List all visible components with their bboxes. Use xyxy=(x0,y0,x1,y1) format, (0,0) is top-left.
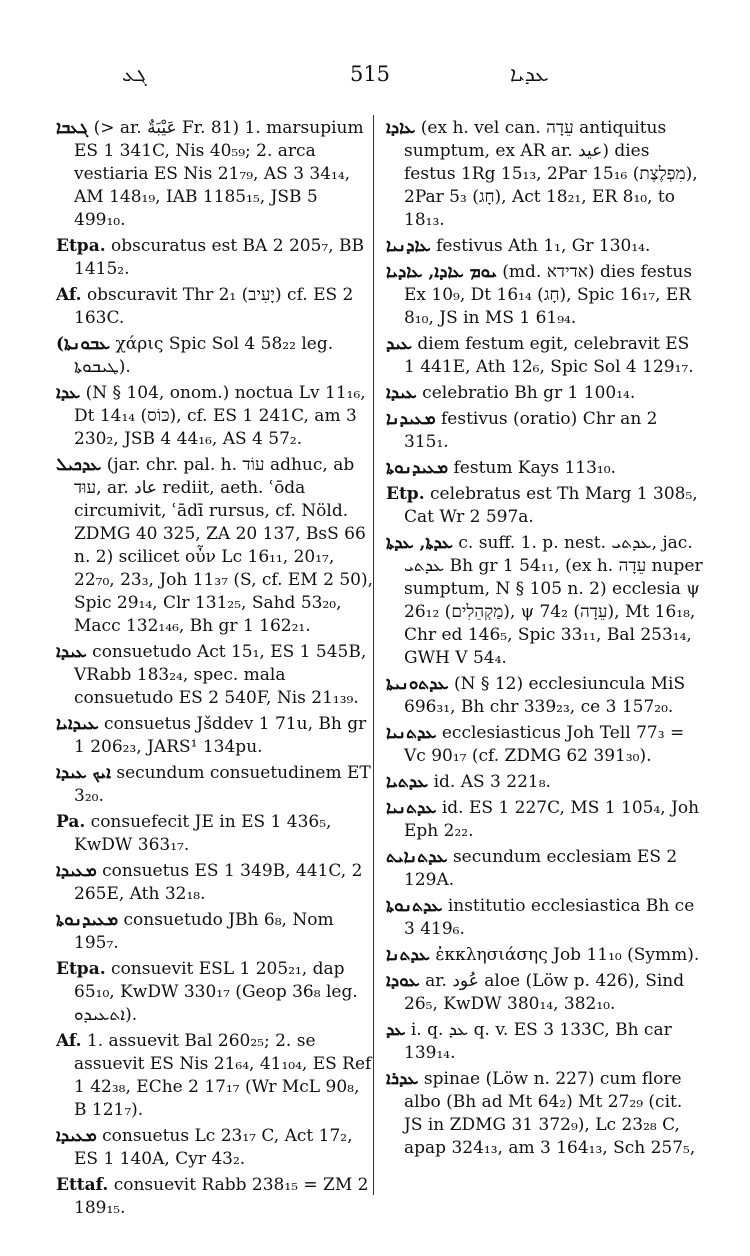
dictionary-entry xyxy=(56,454,374,638)
dictionary-entry xyxy=(386,970,704,1016)
entry-headword: ܥܕܐ xyxy=(56,383,81,403)
entry-definition: consuetudo Act 15₁, ES 1 545B, VRabb 183₂₄, spec. mala consuetudo ES 2 540F, Nis 21₁₃₉. xyxy=(74,642,367,708)
entry-headword: ܡܥܝܕܢܐ xyxy=(386,409,436,429)
dictionary-entry xyxy=(56,762,374,808)
dictionary-entry xyxy=(386,117,704,232)
entry-headword: ܥܕܪܐ xyxy=(386,1069,419,1089)
entry-headword: ܡܥܝܕܢܘܬܐ xyxy=(386,458,449,478)
entry-definition: 1. assuevit Bal 260₂₅; 2. se assuevit ES Nis 21₆₄, 41₁₀₄, ES Ref 1 42₃₈, EChe 2 17₁₇ (Wr McL 90₈, B 121₇). xyxy=(74,1031,372,1120)
dictionary-entry xyxy=(386,261,704,330)
dictionary-entry xyxy=(386,944,704,967)
dictionary-entry xyxy=(386,1019,704,1065)
entry-definition: festivus Ath 1₁, Gr 130₁₄. xyxy=(436,236,651,256)
dictionary-entry xyxy=(56,1174,374,1220)
entry-headword: Ettaf. xyxy=(56,1175,109,1195)
entry-headword: ܥܕܬܢܘܬܐ xyxy=(386,896,443,916)
entry-definition: festum Kays 113₁₀. xyxy=(453,458,616,478)
entry-definition: (jar. chr. pal. h. עוֹד adhuc, ab עוּד, ar. عاد rediit, aeth. ʿōda circumivit, ʿādī rursus, cf. Nöld. ZDMG 40 325, ZA 20 137, BsS 66 n. 2) scilicet οὖν Lc 16₁₁, 20₁₇, 22₇₀, 23₃, Joh 11₃₇ (S, cf. EM 2 50), Spic 29₁₄, Clr 131₂₅, Sahd 53₂₀, Macc 132₁₄₆, Bh gr 1 162₂₁. xyxy=(74,455,373,636)
dictionary-entry xyxy=(386,846,704,892)
left-column xyxy=(56,117,374,1223)
entry-definition: consuevit ESL 1 205₂₁, dap 65₁₀, KwDW 330₁₇ (Geop 36₈ leg. ܐܬܥܝܕܘ). xyxy=(74,959,358,1025)
entry-headword: Af. xyxy=(56,1031,82,1051)
entry-definition: c. suff. 1. p. nest. ܥܕܬܝ, jac. ܥܕܬܝ Bh gr 1 54₁₁, (ex h. עֵדָה nuper sumptum, N § 105 n. 2) ecclesia ψ 26₁₂ (מַקְהֵלִים), ψ 74₂ (עֵדָה), Mt 16₁₈, Chr ed 146₅, Spic 33₁₁, Bal 253₁₄, GWH V 54₄. xyxy=(404,533,703,668)
entry-headword: Etpa. xyxy=(56,236,106,256)
dictionary-entry xyxy=(386,333,704,379)
entry-definition: obscuratus est BA 2 205₇, BB 1415₂. xyxy=(74,236,364,279)
entry-definition: ἐκκλησιάσης Job 11₁₀ (Symm). xyxy=(435,945,700,965)
dictionary-entry xyxy=(386,408,704,454)
entry-definition: celebratus est Th Marg 1 308₅, Cat Wr 2 597a. xyxy=(404,484,698,527)
entry-headword: Etp. xyxy=(386,484,425,504)
entry-definition: χάρις Spic Sol 4 58₂₂ leg. ܛܝܒܘܬܐ). xyxy=(74,334,334,377)
entry-headword: ܡܥܝܕܐ xyxy=(56,1126,97,1146)
entry-definition: secundum ecclesiam ES 2 129A. xyxy=(404,847,678,890)
dictionary-entry xyxy=(386,722,704,768)
entry-definition: institutio ecclesiastica Bh ce 3 419₆. xyxy=(404,896,695,939)
dictionary-entry xyxy=(386,532,704,670)
dictionary-entry xyxy=(386,382,704,405)
dictionary-entry xyxy=(56,958,374,1027)
dictionary-entry xyxy=(56,382,374,451)
entry-headword: ܡܥܝܕܢܘܬܐ xyxy=(56,910,119,930)
entry-definition: consuevit Rabb 238₁₅ = ZM 2 189₁₅. xyxy=(74,1175,369,1218)
entry-headword: (ܥܒܘܢܬܐ xyxy=(56,334,111,354)
dictionary-entry xyxy=(56,235,374,281)
dictionary-entry xyxy=(386,673,704,719)
entry-definition: consuetus Lc 23₁₇ C, Act 17₂, ES 1 140A, Cyr 43₂. xyxy=(74,1126,353,1169)
entry-definition: consuetus ES 1 349B, 441C, 2 265E, Ath 32₁₈. xyxy=(74,861,363,904)
entry-headword: ܥܐܕܐ xyxy=(386,118,416,138)
entry-definition: festivus (oratio) Chr an 2 315₁. xyxy=(404,409,658,452)
dictionary-entry xyxy=(386,483,704,529)
entry-definition: consuefecit JE in ES 1 436₅, KwDW 363₁₇. xyxy=(74,812,332,855)
entry-definition: id. AS 3 221₈. xyxy=(433,772,551,792)
entry-headword: ܥܕܬܢܐ xyxy=(386,945,430,965)
entry-definition: diem festum egit, celebravit ES 1 441E, Ath 12₆, Spic Sol 4 129₁₇. xyxy=(404,334,694,377)
page-number: 515 xyxy=(349,62,391,86)
entry-headword: ܥܝܕ xyxy=(386,334,412,354)
dictionary-entry xyxy=(386,1068,704,1160)
dictionary-entry xyxy=(56,284,374,330)
entry-definition: (md. אדידא) dies festus Ex 10₉, Dt 16₁₄ (חָג), Spic 16₁₇, ER 8₁₀, JS in MS 1 61₉₄. xyxy=(404,262,693,328)
entry-headword: ܥܐܕܢܝܐ xyxy=(386,236,431,256)
entry-definition: i. q. ܥܕ q. v. ES 3 133C, Bh car 139₁₄. xyxy=(404,1020,672,1063)
entry-headword: ܝܘܡ ܥܐܕܐ, ܥܐܕܝܐ xyxy=(386,262,497,282)
dictionary-entry xyxy=(56,860,374,906)
dictionary-entry xyxy=(56,811,374,857)
entry-definition: (ex h. vel can. עֵדָה antiquitus sumptum, ex AR ar. عيد) dies festus 1Rg 15₁₃, 2Par 15₁₆ (מִפְלֶצֶת), 2Par 5₃ (חָג), Act 18₂₁, ER 8₁₀, to 18₁₃. xyxy=(404,118,698,230)
running-head-left: ܓܥ xyxy=(122,62,147,86)
dictionary-entry xyxy=(56,1125,374,1171)
entry-definition: (N § 12) ecclesiuncula MiS 696₃₁, Bh chr 339₂₃, ce 3 157₂₀. xyxy=(404,674,686,717)
entry-headword: ܥܘܕܐ xyxy=(386,971,420,991)
entry-definition: (> ar. عَيْبَةٌ Fr. 81) 1. marsupium ES 1 341C, Nis 40₅₉; 2. arca vestiaria ES Nis 21₇₉, AS 3 34₁₄, AM 148₁₉, IAB 1185₁₅, JSB 5 499₁₀. xyxy=(74,118,364,230)
running-head-right: ܥܕܝܐ xyxy=(510,62,549,86)
dictionary-entry xyxy=(386,797,704,843)
entry-definition: spinae (Löw n. 227) cum flore albo (Bh ad Mt 64₂) Mt 27₂₉ (cit. JS in ZDMG 31 372₉), Lc 23₂₈ C, apap 324₁₃, am 3 164₁₃, Sch 257₅, xyxy=(404,1069,696,1158)
dictionary-entry xyxy=(386,771,704,794)
dictionary-entry xyxy=(56,641,374,710)
entry-definition: ecclesiasticus Joh Tell 77₃ = Vc 90₁₇ (cf. ZDMG 62 391₃₀). xyxy=(404,723,685,766)
entry-definition: consuetudo JBh 6₈, Nom 195₇. xyxy=(74,910,334,953)
entry-headword: ܥܕܬܐ, ܥܕܬܐ xyxy=(386,533,453,553)
dictionary-entry xyxy=(56,117,374,232)
entry-definition: consuetus Jšddev 1 71u, Bh gr 1 206₂₃, JARS¹ 134pu. xyxy=(74,714,367,757)
entry-definition: celebratio Bh gr 1 100₁₄. xyxy=(422,383,636,403)
entry-headword: ܥܕܟܝܠ xyxy=(56,455,102,475)
entry-headword: ܥܕܬܢܝܐ xyxy=(386,798,437,818)
dictionary-entry xyxy=(386,235,704,258)
entry-headword: ܥܕ xyxy=(386,1020,406,1040)
entry-definition: id. ES 1 227C, MS 1 105₄, Joh Eph 2₂₂. xyxy=(404,798,700,841)
entry-headword: ܥܝܕܐܝܐ xyxy=(56,714,99,734)
entry-headword: ܓܥܒܐ xyxy=(56,118,89,138)
entry-headword: ܥܕܬܘܢܝܬܐ xyxy=(386,674,449,694)
entry-definition: obscuravit Thr 2₁ (יָעִיב) cf. ES 2 163C. xyxy=(74,285,354,328)
dictionary-entry xyxy=(56,909,374,955)
dictionary-entry xyxy=(56,1030,374,1122)
entry-headword: Pa. xyxy=(56,812,86,832)
dictionary-entry xyxy=(56,333,374,379)
entry-headword: ܡܥܝܕܐ xyxy=(56,861,97,881)
right-column xyxy=(386,117,704,1163)
entry-headword: Af. xyxy=(56,285,82,305)
entry-headword: ܐܝܟ ܥܝܕܐ xyxy=(56,763,111,783)
dictionary-entry xyxy=(56,713,374,759)
dictionary-entry xyxy=(386,895,704,941)
entry-headword: ܥܝܕܐ xyxy=(56,642,87,662)
entry-headword: ܥܝܕܐ xyxy=(386,383,417,403)
entry-headword: Etpa. xyxy=(56,959,106,979)
entry-headword: ܥܕܬܝܐ xyxy=(386,772,429,792)
entry-headword: ܥܕܬܢܐܝܬ xyxy=(386,847,448,867)
entry-definition: secundum consuetudinem ET 3₂₀. xyxy=(74,763,371,806)
entry-definition: (N § 104, onom.) noctua Lv 11₁₆, Dt 14₁₄ (כּוֹס), cf. ES 1 241C, am 3 230₂, JSB 4 44₁₆, AS 4 57₂. xyxy=(74,383,366,449)
entry-headword: ܥܕܬܢܝܐ xyxy=(386,723,437,743)
dictionary-entry xyxy=(386,457,704,480)
entry-definition: ar. عُود aloe (Löw p. 426), Sind 26₅, KwDW 380₁₄, 382₁₀. xyxy=(404,971,685,1014)
